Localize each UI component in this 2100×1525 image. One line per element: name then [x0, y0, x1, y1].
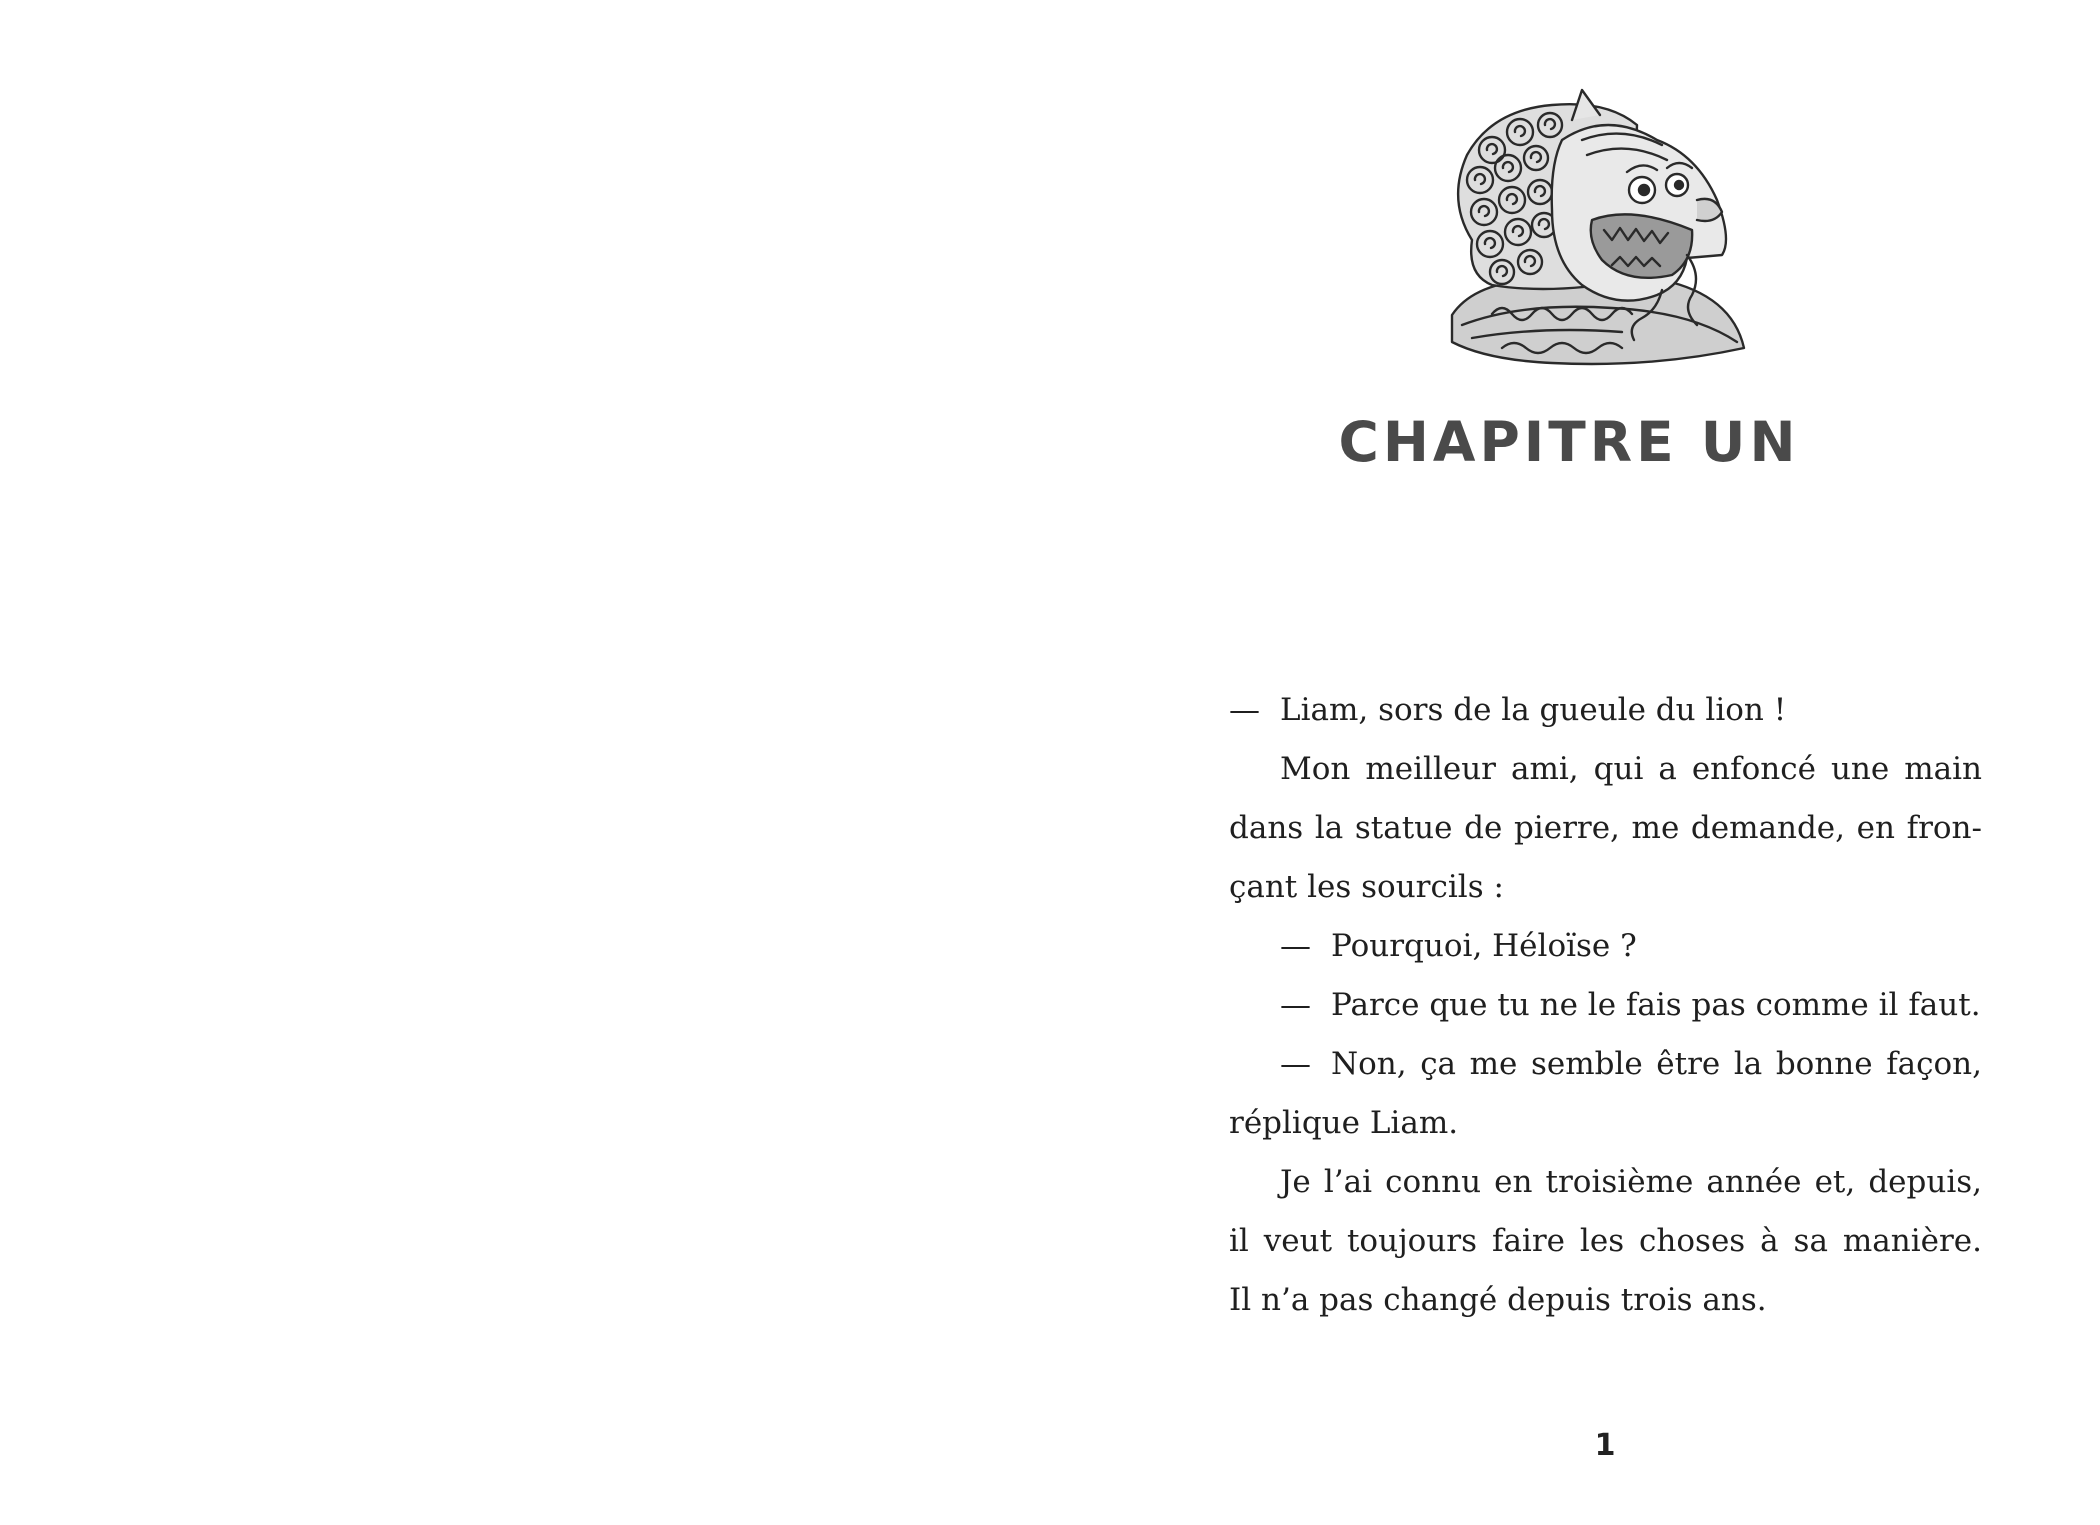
text-line: il veut toujours faire les choses à sa manière. — [1229, 1223, 1982, 1259]
dialogue-dash: — — [1229, 692, 1260, 728]
text-line: Il n’a pas changé depuis trois ans. — [1229, 1282, 1767, 1318]
dialogue-dash: — — [1280, 1046, 1311, 1082]
body-text — [1229, 681, 1982, 1330]
text-line: réplique Liam. — [1229, 1105, 1459, 1141]
lion-head-illustration — [1432, 80, 1762, 380]
text-line: Mon meilleur ami, qui a enfoncé une main — [1280, 751, 1982, 787]
dialogue-dash: — — [1280, 987, 1311, 1023]
chapter-title: CHAPITRE UN — [1338, 410, 1800, 474]
dialogue-dash: — — [1280, 928, 1311, 964]
text-line: çant les sourcils : — [1229, 869, 1504, 905]
text-line: — Liam, sors de la gueule du lion ! — [1229, 681, 1982, 740]
text-line: — Pourquoi, Héloïse ? — [1229, 917, 1982, 976]
text-line: Je l’ai connu en troisième année et, depuis, — [1280, 1164, 1982, 1200]
text-line: — Non, ça me semble être la bonne façon, — [1229, 1035, 1982, 1094]
page-number: 1 — [1594, 1428, 1616, 1463]
text-line: dans la statue de pierre, me demande, en fron- — [1229, 810, 1982, 846]
text-line: — Parce que tu ne le fais pas comme il faut. — [1229, 976, 1982, 1035]
